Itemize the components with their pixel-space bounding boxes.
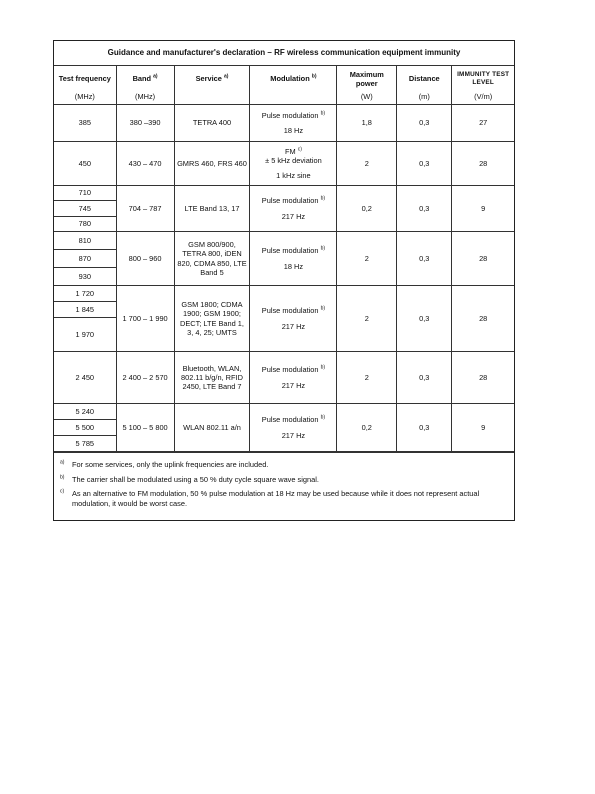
- cell-level: 28: [452, 352, 514, 404]
- cell-frequency: 930: [54, 268, 116, 286]
- table-row: [54, 286, 514, 302]
- cell-level: 28: [452, 286, 514, 352]
- cell-frequency: 1 720: [54, 286, 116, 302]
- cell-distance: 0,3: [397, 186, 452, 232]
- cell-frequency: 385: [54, 105, 116, 142]
- cell-distance: 0,3: [397, 105, 452, 142]
- footnote-c: $^{c)}$ As an alternative to FM modulation, 50 % pulse modulation at 18 Hz may be used because while it does not represent actual modulation, it would be worst case.: [60, 488, 480, 508]
- unit-level: (V/m): [452, 89, 514, 105]
- cell-frequency: 780: [54, 217, 116, 232]
- cell-modulation: Pulse modulation $^{b)}$ 18 Hz: [250, 105, 337, 142]
- cell-frequency: 810: [54, 232, 116, 250]
- cell-frequency: 870: [54, 250, 116, 268]
- header-service: Service $^{a)}$: [174, 66, 250, 90]
- header-test-frequency: Test frequency: [54, 66, 116, 90]
- cell-service: Bluetooth, WLAN, 802.11 b/g/n, RFID 2450, LTE Band 7: [174, 352, 250, 404]
- cell-level: 9: [452, 186, 514, 232]
- cell-frequency: 5 785: [54, 436, 116, 452]
- cell-modulation: Pulse modulation $^{b)}$ 217 Hz: [250, 186, 337, 232]
- table-row: [54, 186, 514, 201]
- cell-service: GSM 800/900, TETRA 800, iDEN 820, CDMA 850, LTE Band 5: [174, 232, 250, 286]
- cell-power: 0,2: [337, 186, 397, 232]
- header-maximum-power: Maximum power: [337, 66, 397, 90]
- cell-distance: 0,3: [397, 142, 452, 186]
- cell-band: 430 – 470: [116, 142, 174, 186]
- cell-frequency: 5 240: [54, 404, 116, 420]
- unit-modulation: [250, 89, 337, 105]
- cell-modulation: FM $^{c)}$ ± 5 kHz deviation 1 kHz sine: [250, 142, 337, 186]
- cell-service: LTE Band 13, 17: [174, 186, 250, 232]
- cell-modulation: Pulse modulation $^{b)}$ 217 Hz: [250, 286, 337, 352]
- cell-band: 5 100 – 5 800: [116, 404, 174, 452]
- cell-power: 0,2: [337, 404, 397, 452]
- cell-distance: 0,3: [397, 352, 452, 404]
- cell-frequency: 1 970: [54, 318, 116, 352]
- footnote-a: $^{a)}$ For some services, only the uplink frequencies are included.: [60, 459, 269, 469]
- cell-distance: 0,3: [397, 286, 452, 352]
- cell-band: 1 700 – 1 990: [116, 286, 174, 352]
- cell-frequency: 745: [54, 201, 116, 217]
- header-distance: Distance: [397, 66, 452, 90]
- table-row: [54, 105, 514, 142]
- table-row: [54, 142, 514, 186]
- cell-service: GSM 1800; CDMA 1900; GSM 1900; DECT; LTE Band 1, 3, 4, 25; UMTS: [174, 286, 250, 352]
- cell-level: 27: [452, 105, 514, 142]
- cell-frequency: 710: [54, 186, 116, 201]
- cell-level: 9: [452, 404, 514, 452]
- cell-level: 28: [452, 142, 514, 186]
- cell-band: 2 400 – 2 570: [116, 352, 174, 404]
- cell-modulation: Pulse modulation $^{b)}$ 217 Hz: [250, 404, 337, 452]
- cell-band: 380 –390: [116, 105, 174, 142]
- cell-band: 800 – 960: [116, 232, 174, 286]
- cell-distance: 0,3: [397, 404, 452, 452]
- table-row: [54, 404, 514, 420]
- footnote-b: $^{b)}$ The carrier shall be modulated using a 50 % duty cycle square wave signal.: [60, 474, 319, 484]
- cell-frequency: 5 500: [54, 420, 116, 436]
- unit-frequency: (MHz): [54, 89, 116, 105]
- immunity-table: [54, 41, 514, 452]
- footnotes: [54, 452, 514, 520]
- cell-frequency: 1 845: [54, 302, 116, 318]
- cell-power: 2: [337, 142, 397, 186]
- cell-power: 1,8: [337, 105, 397, 142]
- table-title: Guidance and manufacturer's declaration – RF wireless communication equipment immunity: [54, 41, 514, 66]
- cell-band: 704 – 787: [116, 186, 174, 232]
- cell-power: 2: [337, 352, 397, 404]
- immunity-table-frame: [53, 40, 515, 521]
- header-immunity-test-level: IMMUNITY TEST LEVEL: [452, 66, 514, 90]
- cell-frequency: 450: [54, 142, 116, 186]
- header-modulation: Modulation $^{b)}$: [250, 66, 337, 90]
- cell-service: GMRS 460, FRS 460: [174, 142, 250, 186]
- table-row: [54, 352, 514, 404]
- cell-modulation: Pulse modulation $^{b)}$ 18 Hz: [250, 232, 337, 286]
- cell-distance: 0,3: [397, 232, 452, 286]
- cell-modulation: Pulse modulation $^{b)}$ 217 Hz: [250, 352, 337, 404]
- cell-power: 2: [337, 232, 397, 286]
- unit-service: [174, 89, 250, 105]
- header-band: Band $^{a)}$: [116, 66, 174, 90]
- cell-level: 28: [452, 232, 514, 286]
- unit-band: (MHz): [116, 89, 174, 105]
- cell-frequency: 2 450: [54, 352, 116, 404]
- unit-power: (W): [337, 89, 397, 105]
- table-row: [54, 232, 514, 250]
- cell-service: TETRA 400: [174, 105, 250, 142]
- cell-power: 2: [337, 286, 397, 352]
- unit-distance: (m): [397, 89, 452, 105]
- cell-service: WLAN 802.11 a/n: [174, 404, 250, 452]
